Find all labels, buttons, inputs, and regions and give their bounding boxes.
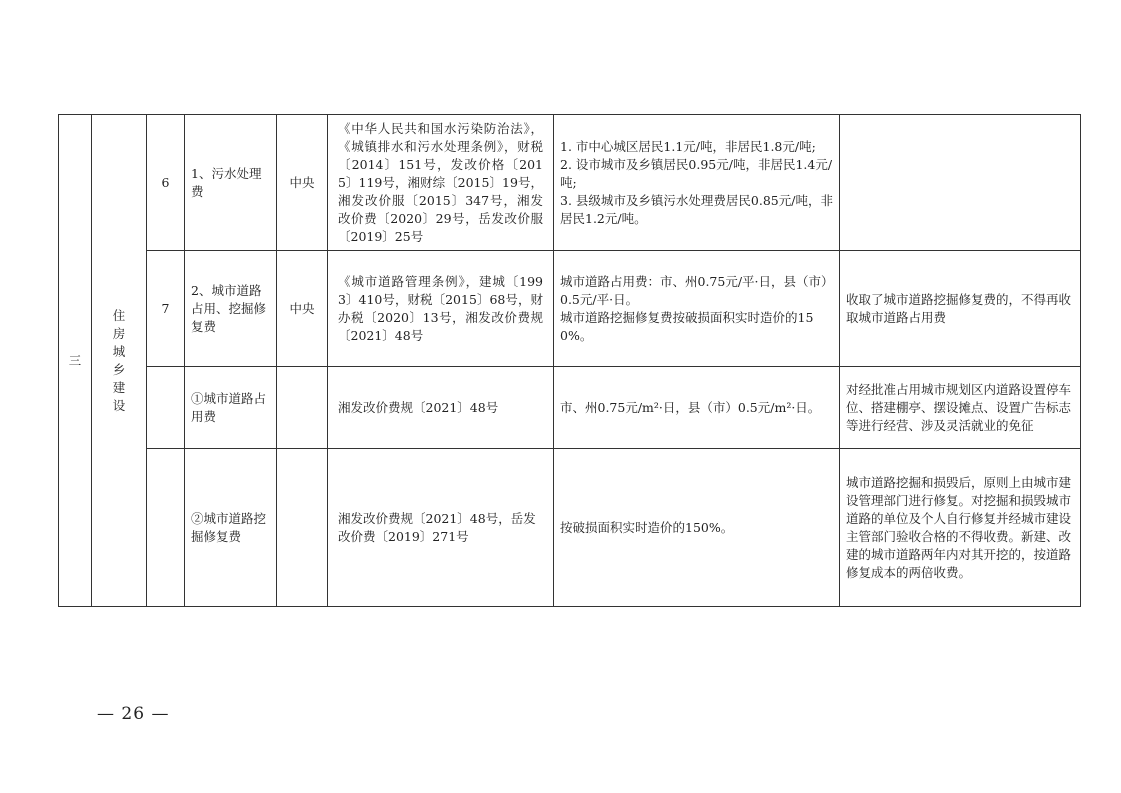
row-basis: 《中华人民共和国水污染防治法》，《城镇排水和污水处理条例》，财税〔2014〕151号，发改价格〔2015〕119号，湘财综〔2015〕19号，湘发改价服〔2015〕347号，湘发改价费〔2020〕29号，岳发改价服〔2019〕25号 bbox=[328, 115, 554, 251]
standard-line: 3. 县级城市及乡镇污水处理费居民0.85元/吨，非居民1.2元/吨。 bbox=[560, 192, 833, 226]
table-row bbox=[59, 115, 1081, 251]
category-name: 住房城乡建设 bbox=[92, 115, 147, 607]
table-row bbox=[59, 449, 1081, 607]
fee-table bbox=[58, 114, 1081, 607]
row-seq bbox=[147, 449, 185, 607]
row-seq: 7 bbox=[147, 251, 185, 367]
row-remark: 收取了城市道路挖掘修复费的，不得再收取城市道路占用费 bbox=[840, 251, 1081, 367]
row-basis: 湘发改价费规〔2021〕48号，岳发改价费〔2019〕271号 bbox=[328, 449, 554, 607]
row-level: 中央 bbox=[277, 115, 328, 251]
row-level bbox=[277, 449, 328, 607]
row-remark: 城市道路挖掘和损毁后，原则上由城市建设管理部门进行修复。对挖掘和损毁城市道路的单位及个人自行修复并经城市建设主管部门验收合格的不得收费。新建、改建的城市道路两年内对其开挖的，按道路修复成本的两倍收费。 bbox=[840, 449, 1081, 607]
page-number: — 26 — bbox=[97, 704, 170, 724]
standard-line: 1. 市中心城区居民1.1元/吨，非居民1.8元/吨; bbox=[560, 138, 816, 154]
category-number: 三 bbox=[59, 115, 92, 607]
row-level: 中央 bbox=[277, 251, 328, 367]
row-standard bbox=[554, 367, 840, 449]
table-row bbox=[59, 367, 1081, 449]
row-basis: 湘发改价费规〔2021〕48号 bbox=[328, 367, 554, 449]
standard-line: 按破损面积实时造价的150%。 bbox=[560, 519, 734, 535]
row-seq bbox=[147, 367, 185, 449]
row-item: ②城市道路挖掘修复费 bbox=[185, 449, 277, 607]
row-remark bbox=[840, 115, 1081, 251]
row-basis: 《城市道路管理条例》，建城〔1993〕410号，财税〔2015〕68号，财办税〔2020〕13号，湘发改价费规〔2021〕48号 bbox=[328, 251, 554, 367]
row-item: 2、城市道路占用、挖掘修复费 bbox=[185, 251, 277, 367]
row-standard bbox=[554, 115, 840, 251]
standard-line: 2. 设市城市及乡镇居民0.95元/吨，非居民1.4元/吨; bbox=[560, 156, 833, 190]
row-seq: 6 bbox=[147, 115, 185, 251]
row-remark: 对经批准占用城市规划区内道路设置停车位、搭建棚亭、摆设摊点、设置广告标志等进行经营、涉及灵活就业的免征 bbox=[840, 367, 1081, 449]
row-level bbox=[277, 367, 328, 449]
row-standard bbox=[554, 449, 840, 607]
standard-line: 市、州0.75元/m²·日，县（市）0.5元/m²·日。 bbox=[560, 399, 821, 415]
standard-line: 城市道路占用费：市、州0.75元/平·日，县（市）0.5元/平·日。 bbox=[560, 273, 828, 307]
table-row bbox=[59, 251, 1081, 367]
row-standard bbox=[554, 251, 840, 367]
row-item: 1、污水处理费 bbox=[185, 115, 277, 251]
row-item: ①城市道路占用费 bbox=[185, 367, 277, 449]
standard-line: 城市道路挖掘修复费按破损面积实时造价的150%。 bbox=[560, 309, 814, 343]
